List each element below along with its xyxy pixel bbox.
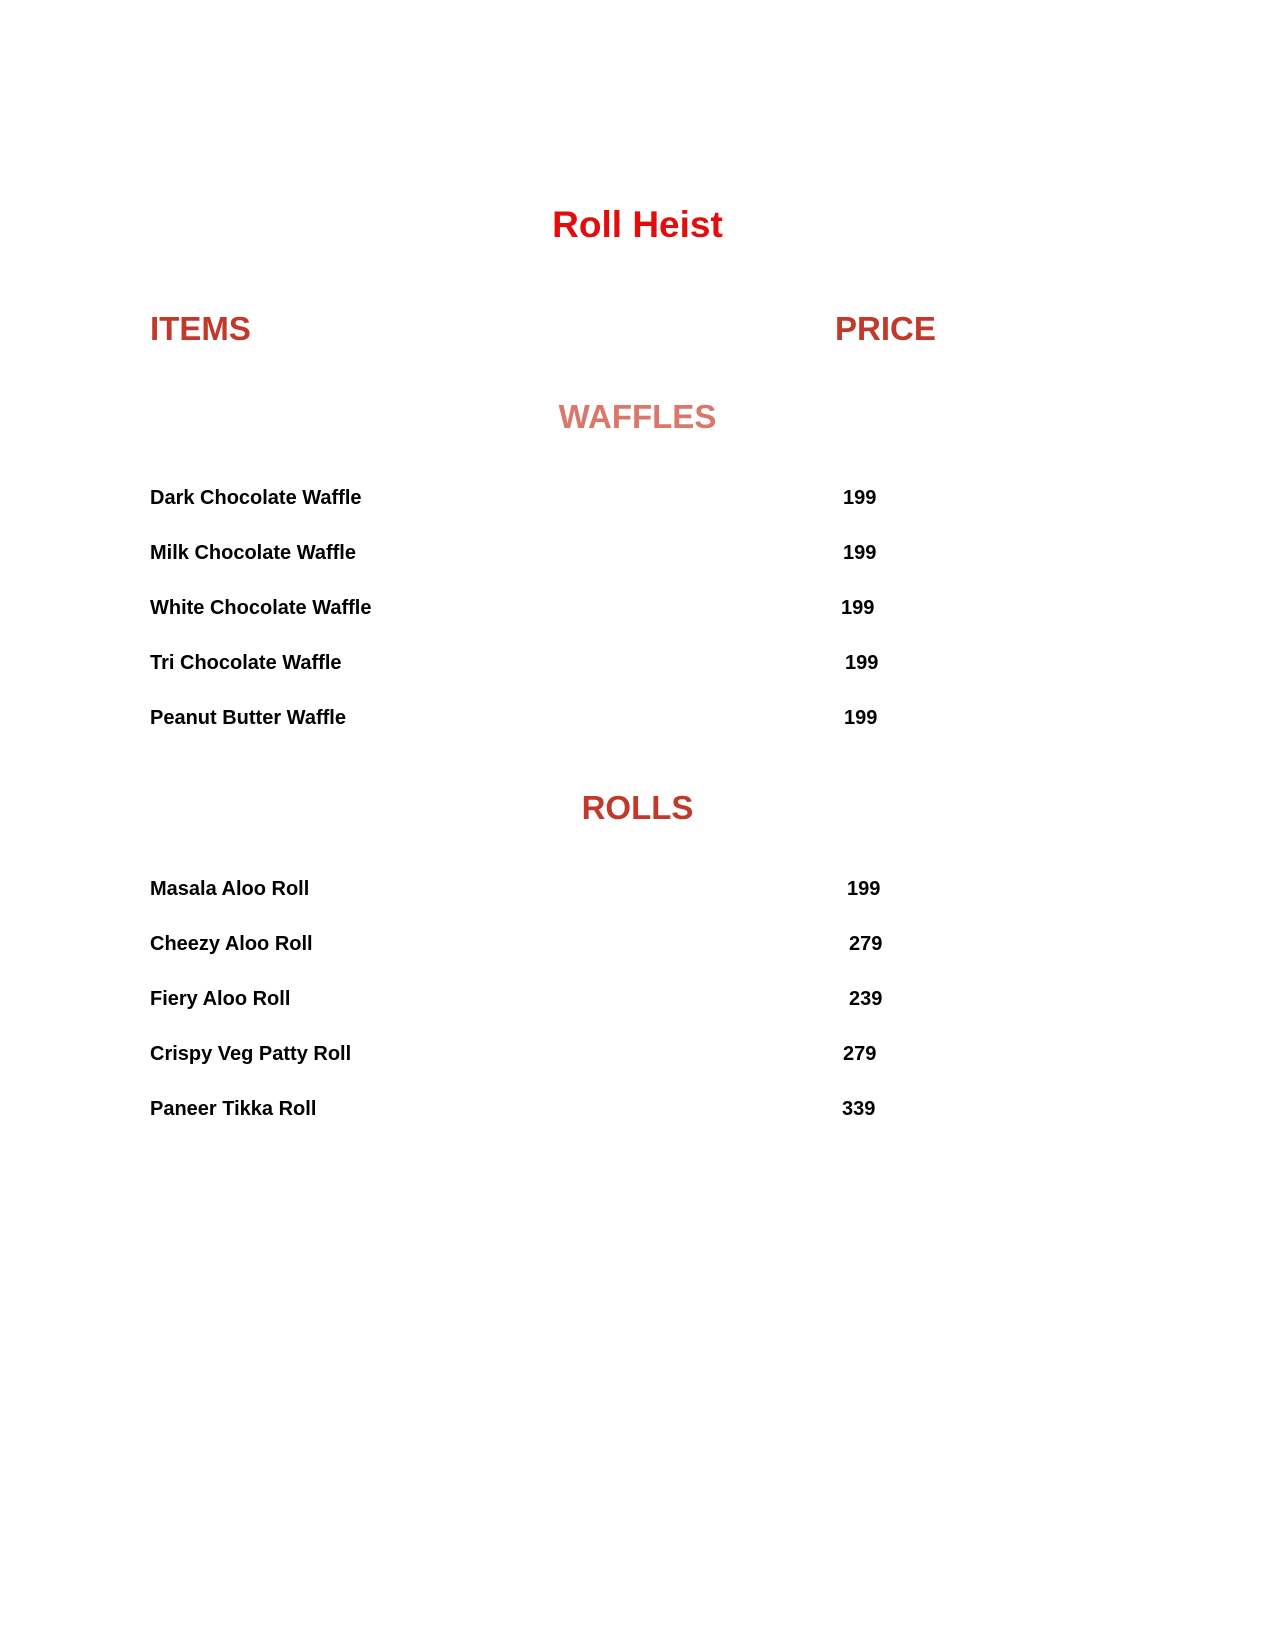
item-name: White Chocolate Waffle bbox=[150, 597, 372, 619]
item-name: Dark Chocolate Waffle bbox=[150, 487, 362, 509]
item-price: 199 bbox=[843, 487, 877, 509]
item-name: Masala Aloo Roll bbox=[150, 878, 310, 900]
item-name: Paneer Tikka Roll bbox=[150, 1098, 317, 1120]
menu-item-row bbox=[150, 651, 950, 675]
items-column-header: ITEMS bbox=[150, 310, 251, 347]
section-title-waffles: WAFFLES bbox=[558, 398, 717, 435]
item-price: 339 bbox=[842, 1098, 876, 1120]
menu-item-row bbox=[150, 877, 950, 901]
item-price: 199 bbox=[843, 542, 877, 564]
item-name: Fiery Aloo Roll bbox=[150, 988, 291, 1010]
menu-item-row bbox=[150, 1042, 950, 1066]
item-name: Peanut Butter Waffle bbox=[150, 707, 346, 729]
menu-item-row bbox=[150, 486, 950, 510]
menu-item-row bbox=[150, 596, 950, 620]
item-name: Crispy Veg Patty Roll bbox=[150, 1043, 352, 1065]
menu-item-row bbox=[150, 932, 950, 956]
section-title-rolls: ROLLS bbox=[581, 789, 694, 826]
item-price: 199 bbox=[847, 878, 881, 900]
menu-title: Roll Heist bbox=[552, 204, 723, 245]
menu-item-row bbox=[150, 1097, 950, 1121]
item-name: Tri Chocolate Waffle bbox=[150, 652, 342, 674]
item-name: Milk Chocolate Waffle bbox=[150, 542, 356, 564]
item-price: 239 bbox=[849, 988, 883, 1010]
item-price: 199 bbox=[844, 707, 878, 729]
item-price: 199 bbox=[845, 652, 879, 674]
item-price: 279 bbox=[843, 1043, 877, 1065]
item-price: 199 bbox=[841, 597, 875, 619]
menu-item-row bbox=[150, 987, 950, 1011]
item-name: Cheezy Aloo Roll bbox=[150, 933, 313, 955]
item-price: 279 bbox=[849, 933, 883, 955]
price-column-header: PRICE bbox=[835, 310, 936, 347]
menu-item-row bbox=[150, 706, 950, 730]
menu-item-row bbox=[150, 541, 950, 565]
